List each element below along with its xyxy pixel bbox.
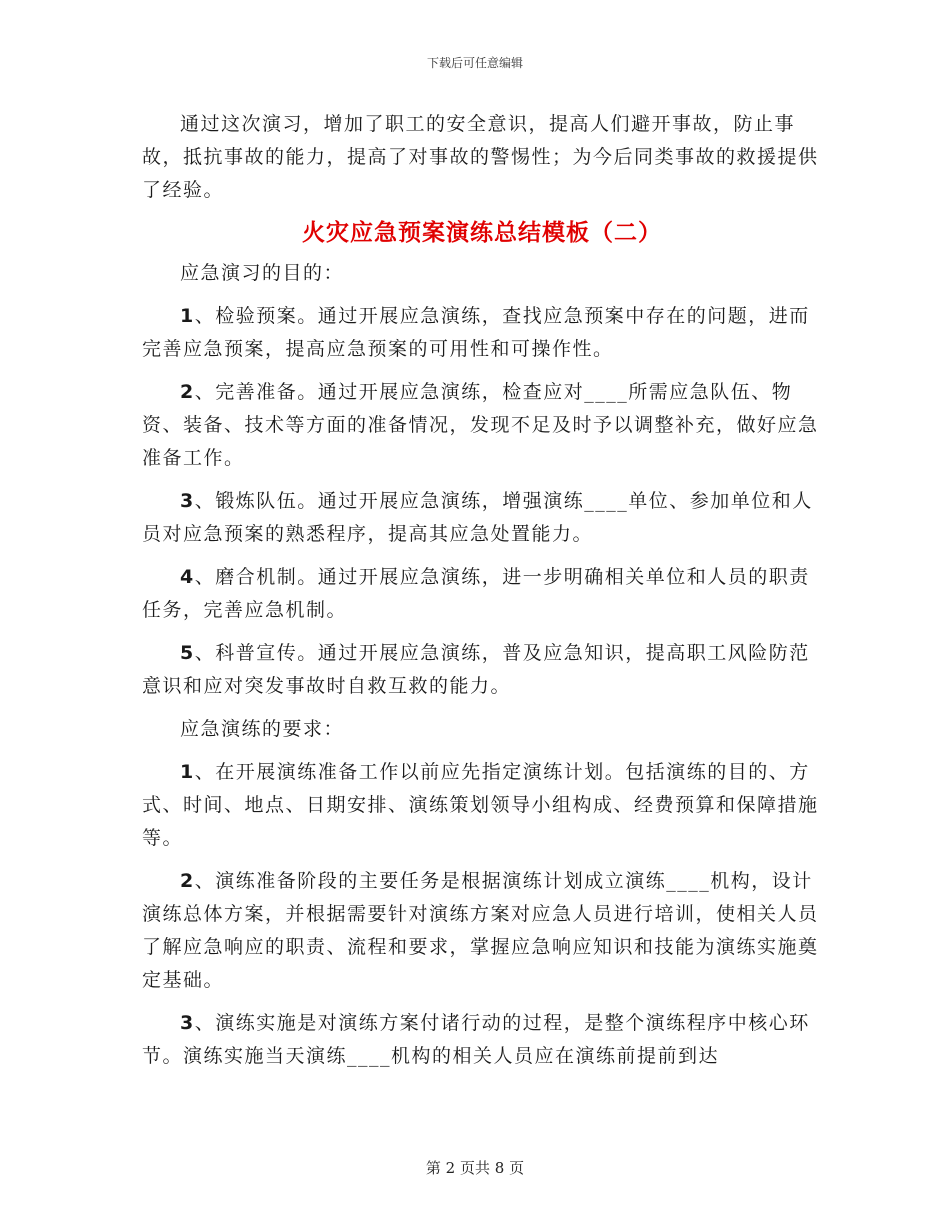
purpose-item-3: 3、锻炼队伍。通过开展应急演练，增强演练____单位、参加单位和人员对应急预案的熟悉程序，提高其应急处置能力。: [142, 490, 813, 545]
document-title: 火灾应急预案演练总结模板（二）: [302, 220, 662, 246]
requirement-item-3: 3、演练实施是对演练方案付诸行动的过程，是整个演练程序中核心环节。演练实施当天演练____机构的相关人员应在演练前提前到达: [142, 1012, 810, 1067]
requirement-item-2: 2、演练准备阶段的主要任务是根据演练计划成立演练____机构，设计演练总体方案，并根据需要针对演练方案对应急人员进行培训，使相关人员了解应急响应的职责、流程和要求，掌握应急响应知识和技能为演练实施奠定基础。: [142, 870, 819, 991]
purpose-item-1: 1、检验预案。通过开展应急演练，查找应急预案中存在的问题，进而完善应急预案，提高应急预案的可用性和可操作性。: [142, 305, 810, 360]
section-heading-requirements: 应急演练的要求：: [180, 718, 345, 740]
intro-paragraph: 通过这次演习，增加了职工的安全意识，提高人们避开事故，防止事故，抵抗事故的能力，提高了对事故的警惕性；为今后同类事故的救援提供了经验。: [142, 113, 819, 201]
document-body: [142, 108, 822, 1083]
page-header: 下载后可任意编辑: [426, 56, 523, 70]
requirement-item-1: 1、在开展演练准备工作以前应先指定演练计划。包括演练的目的、方式、时间、地点、日期安排、演练策划领导小组构成、经费预算和保障措施等。: [142, 761, 819, 849]
page-footer: 第 2 页共 8 页: [425, 1159, 525, 1177]
purpose-item-2: 2、完善准备。通过开展应急演练，检查应对____所需应急队伍、物资、装备、技术等方面的准备情况，发现不足及时予以调整补充，做好应急准备工作。: [142, 381, 819, 469]
section-heading-purpose: 应急演习的目的：: [180, 262, 345, 284]
purpose-item-4: 4、磨合机制。通过开展应急演练，进一步明确相关单位和人员的职责任务，完善应急机制。: [142, 566, 810, 621]
purpose-item-5: 5、科普宣传。通过开展应急演练，普及应急知识，提高职工风险防范意识和应对突发事故时自救互救的能力。: [142, 642, 810, 697]
